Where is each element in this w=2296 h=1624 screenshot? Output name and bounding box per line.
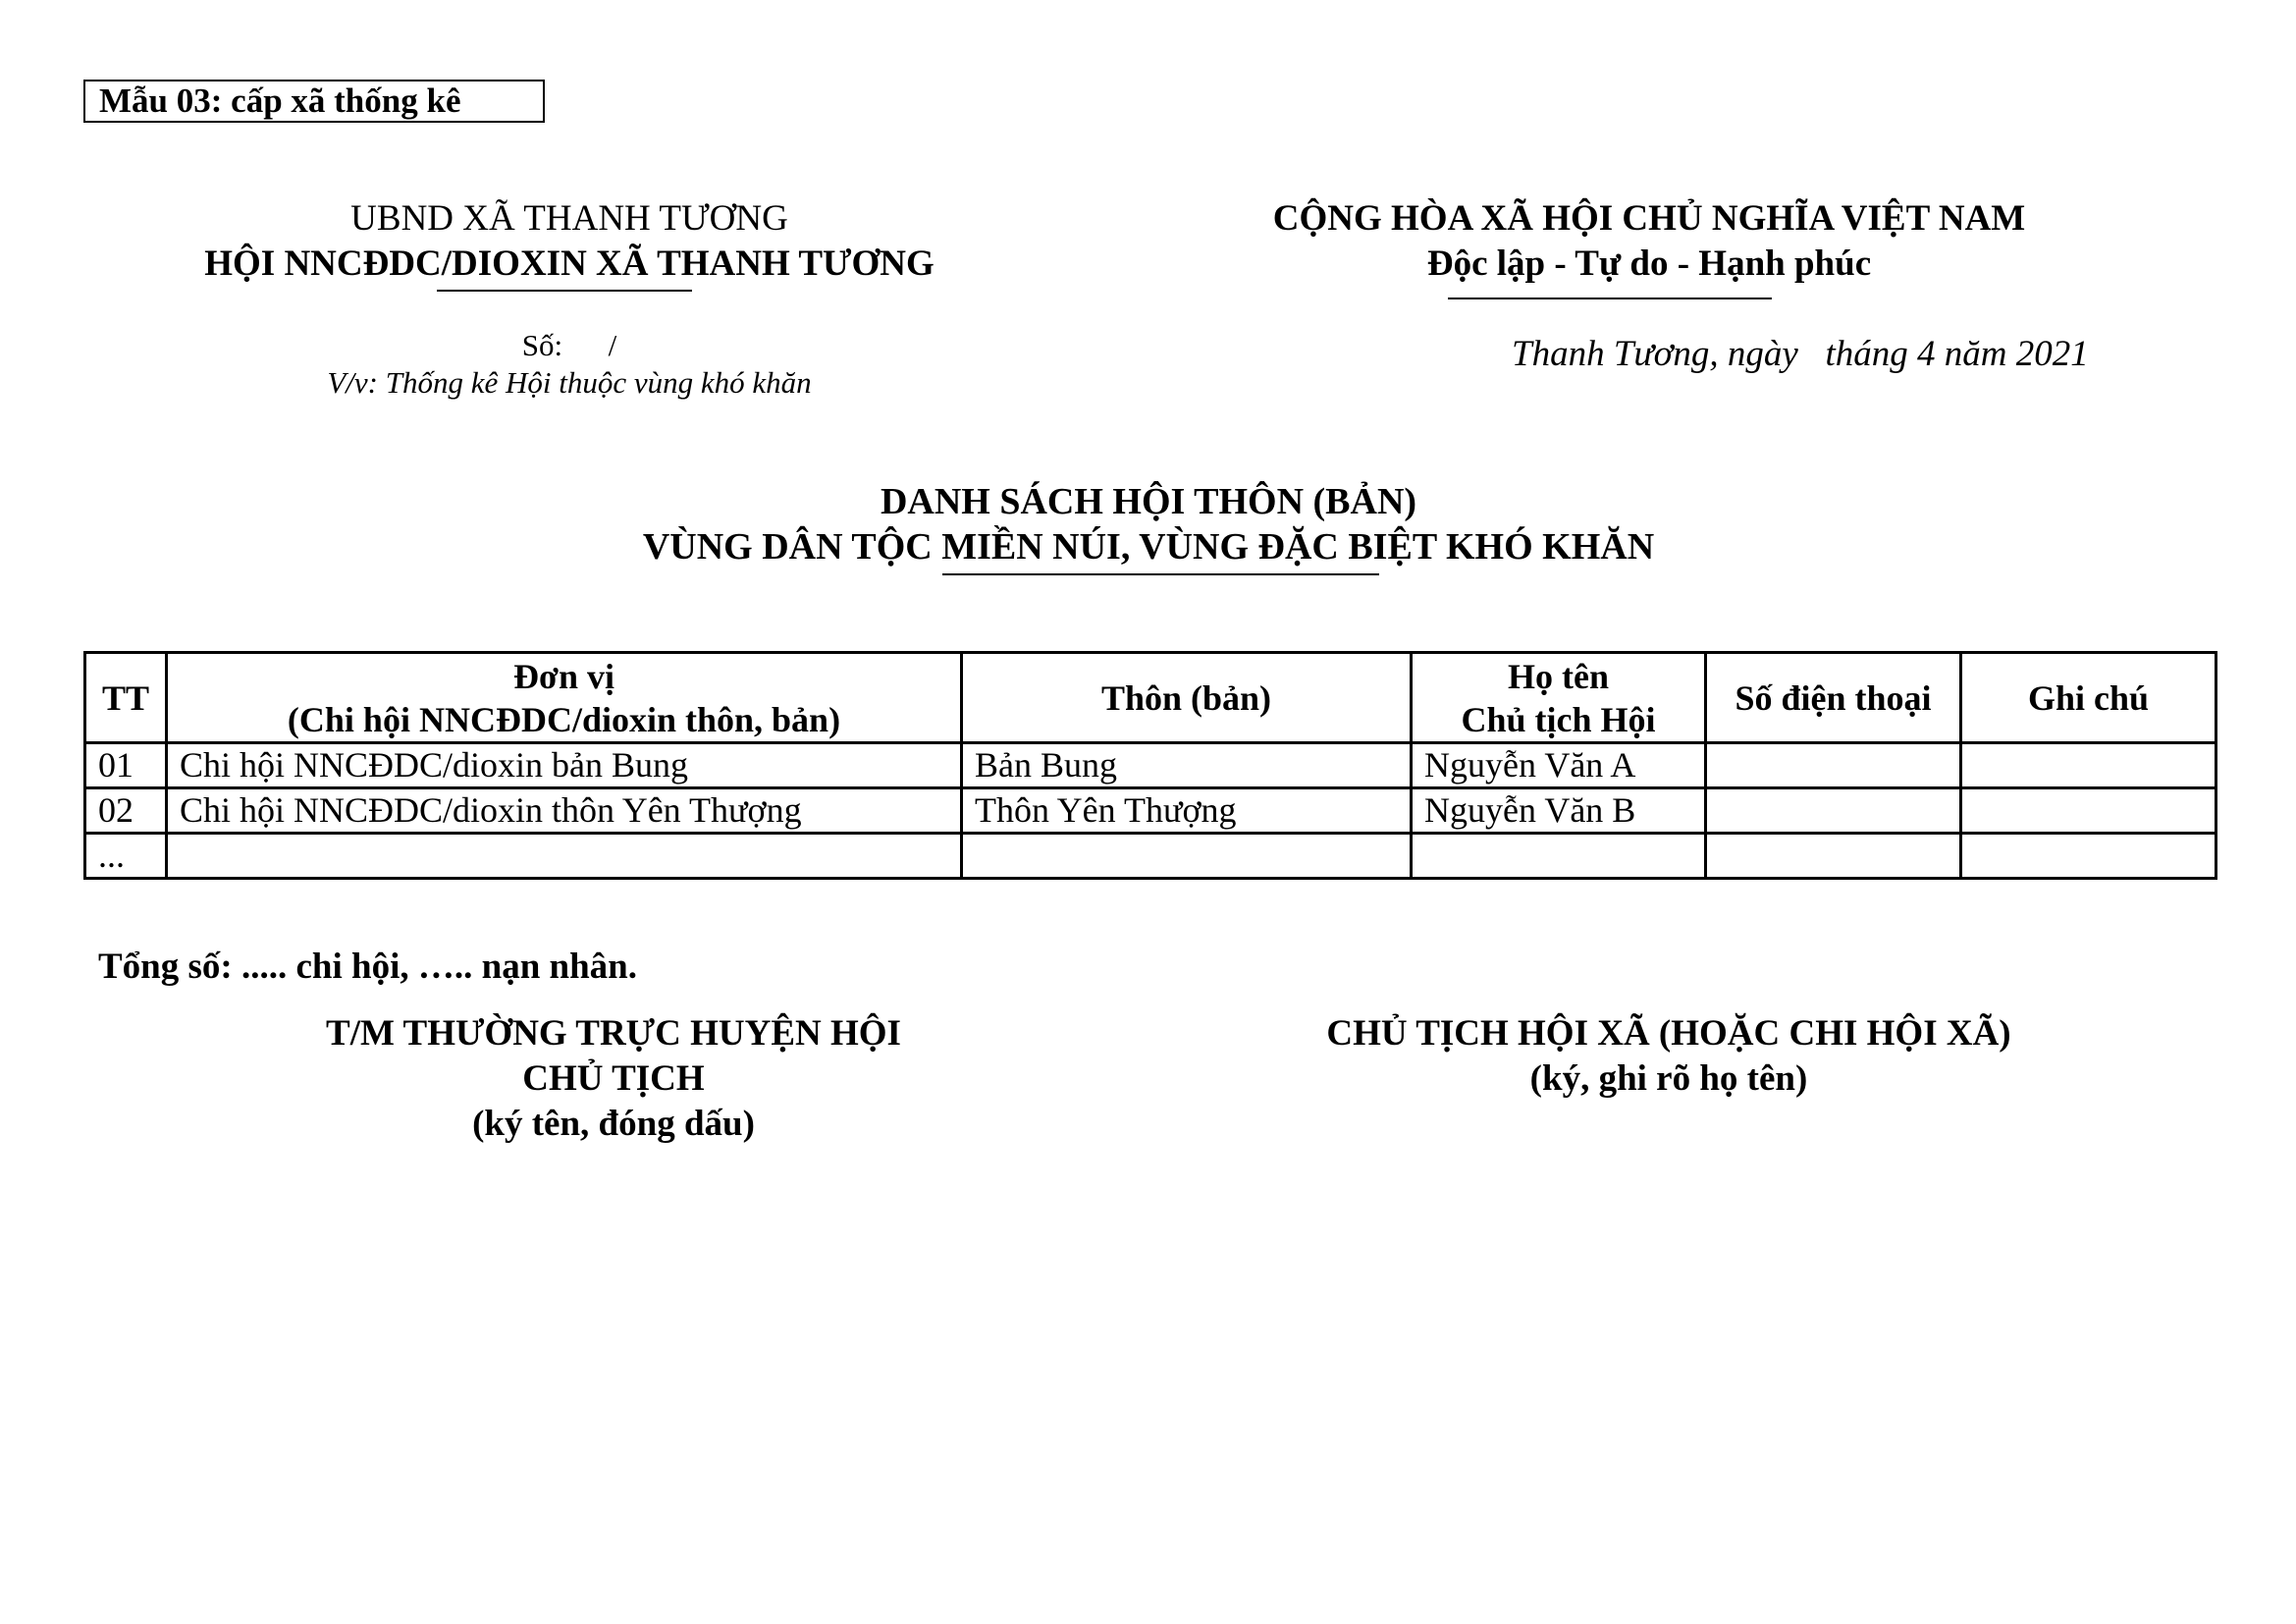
cell-note xyxy=(1961,743,2216,788)
header-unit xyxy=(167,653,962,743)
document-title xyxy=(167,479,2130,569)
header-note: Ghi chú xyxy=(1961,653,2216,743)
left-header-underline xyxy=(437,290,692,292)
cell-note xyxy=(1961,788,2216,834)
cell-name: Nguyễn Văn B xyxy=(1412,788,1706,834)
national-title: CỘNG HÒA XÃ HỘI CHỦ NGHĨA VIỆT NAM xyxy=(1272,198,2026,239)
header-village: Thôn (bản) xyxy=(962,653,1412,743)
signature-left-line1: T/M THƯỜNG TRỰC HUYỆN HỘI xyxy=(326,1013,901,1054)
header-name-line1: Họ tên xyxy=(1508,656,1609,696)
signature-left xyxy=(157,1011,1070,1147)
document-subject: V/v: Thống kê Hội thuộc vùng khó khăn xyxy=(327,365,812,400)
signature-right xyxy=(1217,1011,2120,1102)
header-name-line2: Chủ tịch Hội xyxy=(1461,699,1656,739)
document-date: Thanh Tương, ngày tháng 4 năm 2021 xyxy=(1512,334,2089,374)
cell-village xyxy=(962,834,1412,879)
cell-phone xyxy=(1706,834,1961,879)
cell-tt: ... xyxy=(85,834,167,879)
cell-village: Thôn Yên Thượng xyxy=(962,788,1412,834)
national-motto: Độc lập - Tự do - Hạnh phúc xyxy=(1426,244,1872,284)
cell-tt: 02 xyxy=(85,788,167,834)
header-tt: TT xyxy=(85,653,167,743)
cell-name: Nguyễn Văn A xyxy=(1412,743,1706,788)
signature-right-line1: CHỦ TỊCH HỘI XÃ (HOẶC CHI HỘI XÃ) xyxy=(1326,1013,2011,1054)
header-unit-line2: (Chi hội NNCĐDC/dioxin thôn, bản) xyxy=(287,699,841,739)
signature-left-line3: (ký tên, đóng dấu) xyxy=(472,1104,755,1144)
form-label: Mẫu 03: cấp xã thống kê xyxy=(83,80,545,123)
table-row xyxy=(85,743,2216,788)
cell-note xyxy=(1961,834,2216,879)
cell-phone xyxy=(1706,743,1961,788)
cell-name xyxy=(1412,834,1706,879)
document-number: Số: / xyxy=(521,328,617,362)
commune-committee: UBND XÃ THANH TƯƠNG xyxy=(350,198,788,239)
table-header-row xyxy=(85,653,2216,743)
cell-village: Bản Bung xyxy=(962,743,1412,788)
right-header-underline xyxy=(1448,298,1772,299)
cell-unit: Chi hội NNCĐDC/dioxin bản Bung xyxy=(167,743,962,788)
header-chairman xyxy=(1412,653,1706,743)
right-header xyxy=(1148,196,2150,287)
title-underline xyxy=(942,573,1379,575)
cell-unit: Chi hội NNCĐDC/dioxin thôn Yên Thượng xyxy=(167,788,962,834)
signature-right-line2: (ký, ghi rõ họ tên) xyxy=(1529,1058,1808,1099)
table-row xyxy=(85,788,2216,834)
header-unit-line1: Đơn vị xyxy=(513,656,614,696)
signature-left-line2: CHỦ TỊCH xyxy=(522,1058,705,1099)
left-header xyxy=(98,196,1041,287)
header-phone: Số điện thoại xyxy=(1706,653,1961,743)
association-name: HỘI NNCĐDC/DIOXIN XÃ THANH TƯƠNG xyxy=(204,244,934,284)
total-summary: Tổng số: ..... chi hội, ….. nạn nhân. xyxy=(98,947,638,987)
title-line-2: VÙNG DÂN TỘC MIỀN NÚI, VÙNG ĐẶC BIỆT KHÓ KHĂN xyxy=(642,526,1655,568)
table-row xyxy=(85,834,2216,879)
cell-phone xyxy=(1706,788,1961,834)
cell-tt: 01 xyxy=(85,743,167,788)
title-line-1: DANH SÁCH HỘI THÔN (BẢN) xyxy=(880,481,1417,522)
cell-unit xyxy=(167,834,962,879)
village-association-table xyxy=(83,651,2217,880)
